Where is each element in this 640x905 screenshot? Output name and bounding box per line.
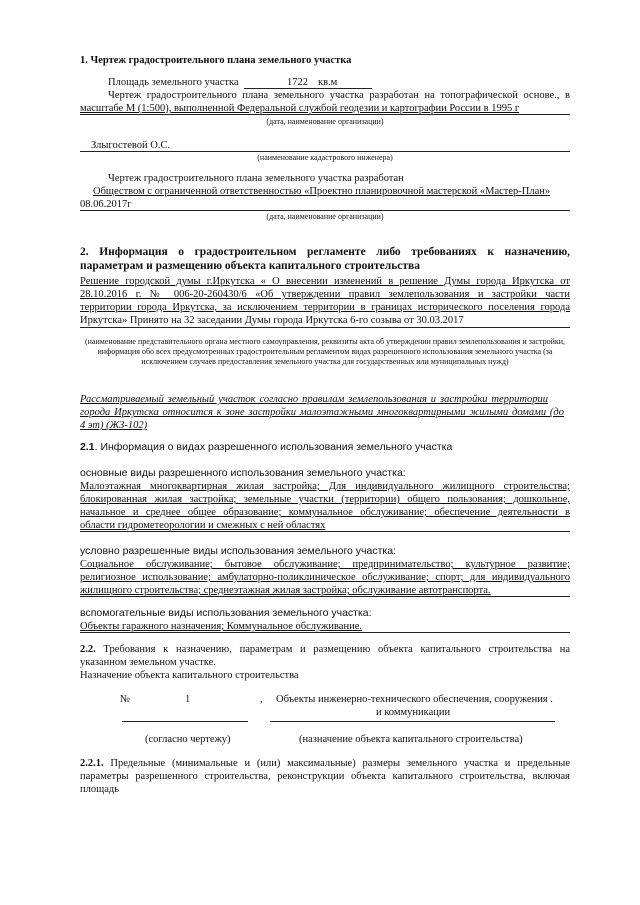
developer-line1: Чертеж градостроительного плана земельного участка разработан [108,173,404,184]
conditional-uses-line2: религиозное использование; амбулаторно-поликлиническое обслуживание; спорт; для индивидуального [80,572,570,583]
developer-line2: Обществом с ограниченной ответственностью «Проектно планировочной мастерской «Мастер-План» [93,186,551,197]
conditional-uses-label: условно разрешенные виды использования земельного участка: [80,545,396,557]
decision-underline [80,327,570,328]
section21-heading [80,441,452,454]
conditional-uses-line1: Социальное обслуживание; бытовое обслуживание; предпринимательство; культурное развитие; [80,559,570,570]
object-number-label: № [120,694,131,705]
section22-line3: Назначение объекта капитального строительства [80,670,299,681]
section2-heading-line1: 2. Информация о градостроительном регламенте либо требованиях к назначению, [80,246,570,258]
conditional-uses-line3: жилищного строительства; среднеэтажная жилая застройка; обслуживание автотранспорта. [80,585,491,596]
caption-engineer: (наименование кадастрового инженера) [257,153,393,162]
caption-org-date-2: (дата, наименование организации) [266,212,384,221]
drawing-basis-underline [80,114,570,115]
conditional-uses-underline [80,596,570,597]
section221-heading-num: 2.2.1. [80,758,104,769]
caption-purpose: (назначение объекта капитального строительства) [299,734,523,745]
decision-line3: территории города Иркутска, за исключением территории в границах исторического поселения города [80,302,570,313]
zone-line3: 4 эт) (ЖЗ-102) [80,420,148,431]
section221-line2: параметры разрешенного строительства, реконструкции объекта капитального строительства, включая [80,771,570,782]
developer-underline [80,210,570,211]
drawing-basis-line1: Чертеж градостроительного плана земельного участка разработан на топографической основе., в [108,90,570,101]
area-unit: кв.м [318,77,338,88]
auxiliary-uses-line1: Объекты гаражного назначения; Коммунальное обслуживание. [80,621,362,632]
decision-line1: Решение городской думы г.Иркутска « О внесении изменений в решение Думы города Иркутска от [80,276,570,287]
section221-line1-text: Предельные (минимальные и (или) максимальные) размеры земельного участка и предельные [103,758,570,769]
main-uses-line1: Малоэтажная многоквартирная жилая застройка; Для индивидуального жилищного строительства; [80,481,570,492]
object-number-underline [122,721,248,722]
main-uses-line4: области гидрометеорологии и смежных с ней областях [80,520,326,531]
caption-org-date: (дата, наименование организации) [266,117,384,126]
main-uses-underline [80,531,570,532]
section21-heading-text: . Информация о видах разрешенного использования земельного участка [94,441,453,453]
section221-line3: площадь [80,784,119,795]
zone-line2: города Иркутска относится к зоне застройки малоэтажными многоквартирными жилыми домами (до [80,407,564,418]
object-purpose-underline [270,721,555,722]
engineer-name: Злыгостевой О.С. [91,140,171,151]
section22-heading-num: 2.2. [80,644,96,655]
developer-date: 08.06.2017г [80,199,132,210]
caption-decision: (наименование представительного органа местного самоуправления, реквизиты акта об утверждении правил землепользования и застройки, информация обо всех предусмотренных градостроительным регламентом видах разрешенного использования земельного участка (за исключением случаев предоставления земельного участка для государственных или муниципальных нужд) [84,337,566,366]
area-value: 1722 [287,77,308,88]
decision-line2: 28.10.2016 г. № 006-20-260430/6 «Об утверждении правил землепользования и застройки части [80,289,570,300]
zone-line1: Рассматриваемый земельный участок согласно правилам землепользования и застройки территории [80,394,548,405]
object-number-comma: , [260,694,263,705]
object-number-value: 1 [185,694,191,705]
main-uses-line2: блокированная жилая застройка; земельные участки (территории) общего пользования; дошкольное, [80,494,570,505]
section22-line2: указанном земельном участке. [80,657,216,668]
auxiliary-uses-underline [80,632,570,633]
caption-drawing: (согласно чертежу) [145,734,231,745]
engineer-underline [80,151,570,152]
drawing-basis-line2: масштабе М (1:500), выполненной Федеральной службой геодезии и картографии России в 1995 г [80,103,520,114]
main-uses-label: основные виды разрешенного использования земельного участка: [80,467,406,479]
area-label: Площадь земельного участка [108,77,239,88]
object-purpose-line2: и коммуникации [376,707,451,718]
main-uses-line3: начальное и среднее общее образование; коммунальное обслуживание; обеспечение деятельности в [80,507,570,518]
section21-heading-num: 2.1 [80,441,95,453]
section1-heading: 1. Чертеж градостроительного плана земельного участка [80,55,352,66]
section2-heading-line2: параметрам и размещению объекта капитального строительства [80,260,421,272]
object-purpose-line1: Объекты инженерно-технического обеспечения, сооружения . [276,694,553,705]
decision-line4: Иркутска» Принято на 32 заседании Думы города Иркутска 6-го созыва от 30.03.2017 [80,315,464,326]
section22-line1-text: Требования к назначению, параметрам и размещению объекта капитального строительства на [95,644,570,655]
auxiliary-uses-label: вспомогательные виды использования земельного участка: [80,607,372,619]
